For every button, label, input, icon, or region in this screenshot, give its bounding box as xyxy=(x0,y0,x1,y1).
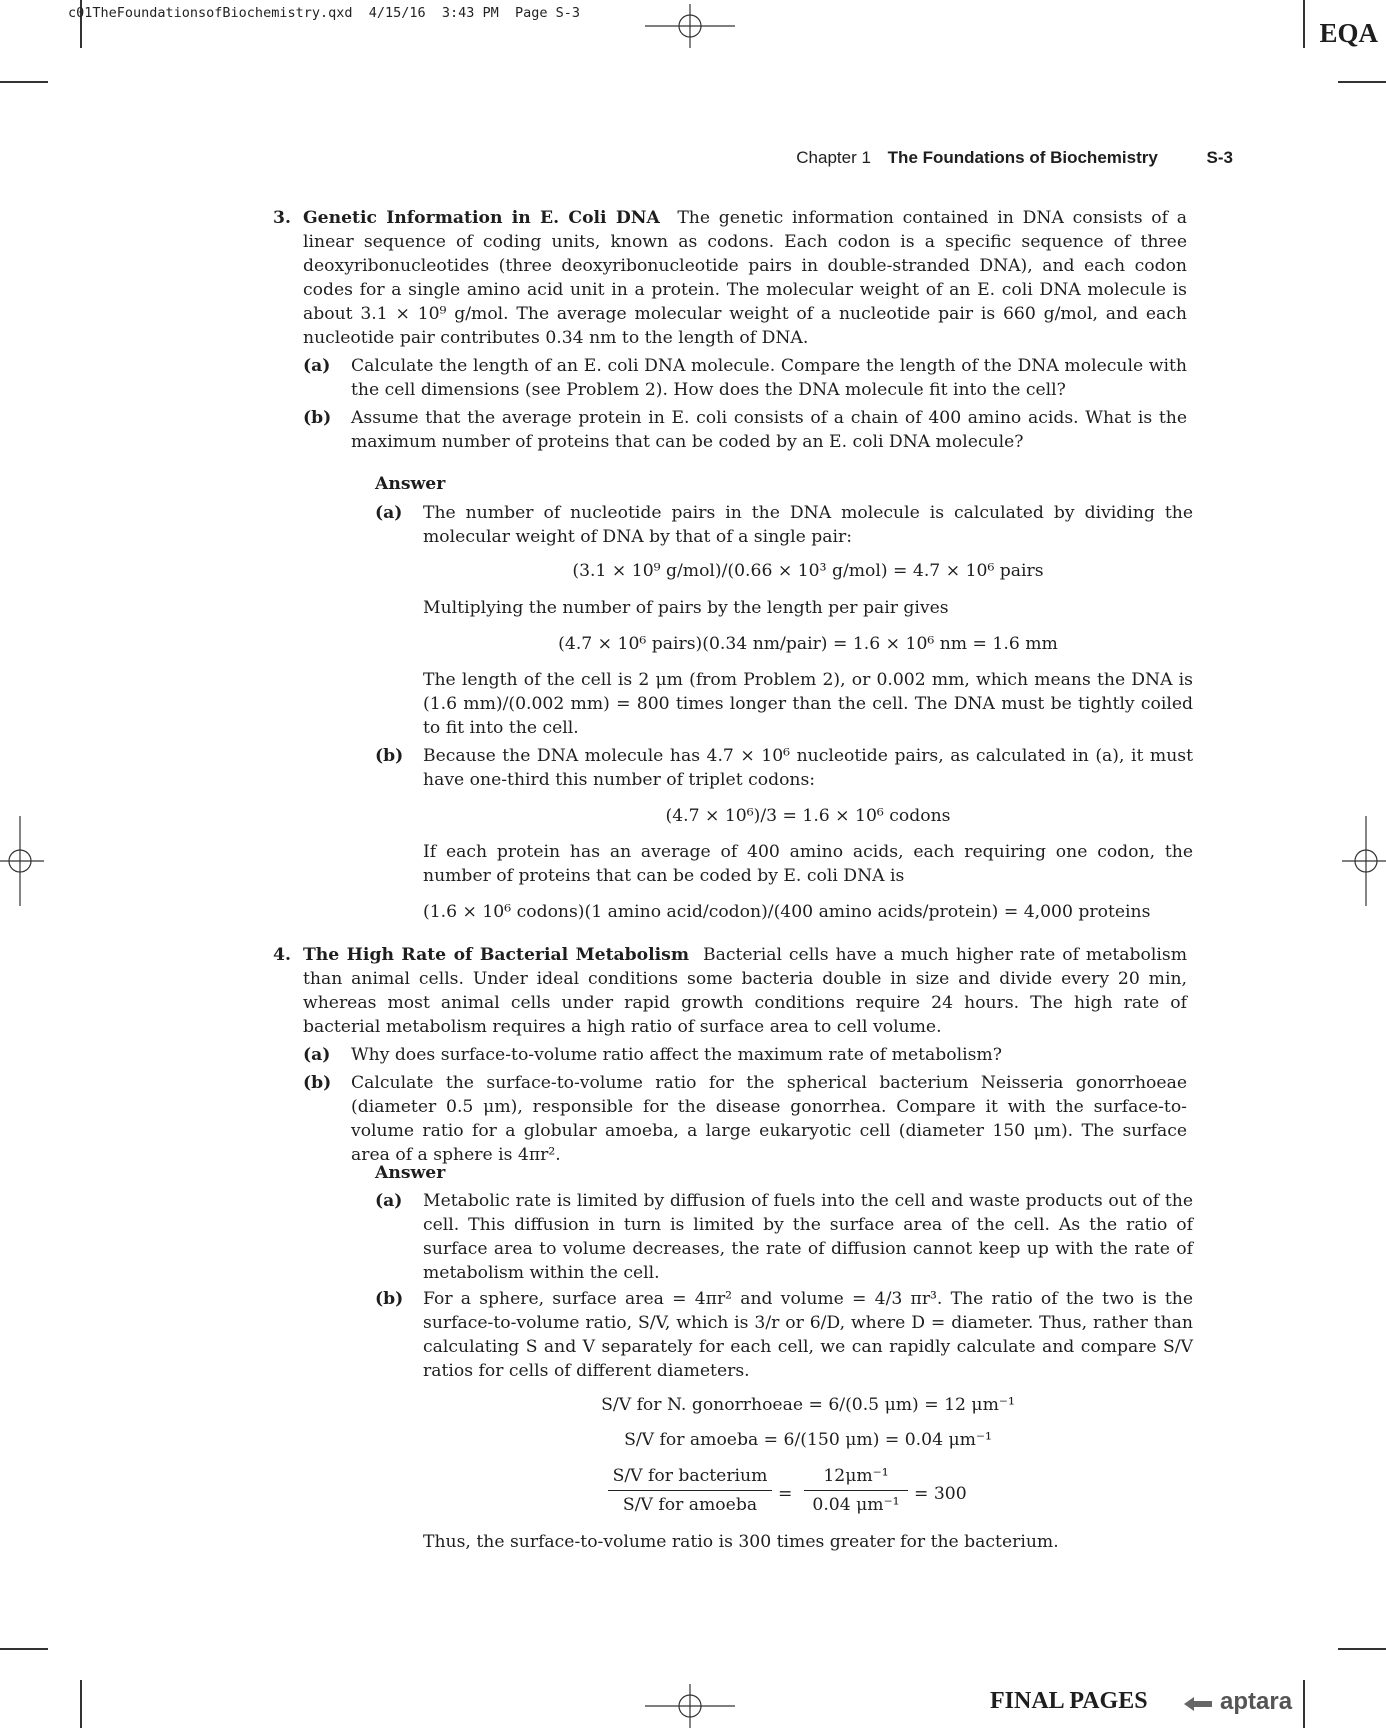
answer-text: Metabolic rate is limited by diffusion of fuels into the cell and waste products out of the cell. This diffusion in turn is limited by the surface area of the cell. As the ratio of surface area to volume decreases, the rate of diffusion cannot keep up with the rate of metabolism within the cell. xyxy=(423,1191,1193,1283)
fraction-sv-ratio xyxy=(608,1464,772,1517)
registration-mark-icon xyxy=(645,4,735,48)
answer-text: The length of the cell is 2 μm (from Problem 2), or 0.002 mm, which means the DNA is (1.6 mm)/(0.002 mm) = 800 times longer than the cell. The DNA must be tightly coiled to fit into the cell. xyxy=(423,670,1193,738)
problem-title: The High Rate of Bacterial Metabolism xyxy=(303,945,690,965)
trim-mark xyxy=(80,1680,82,1728)
equation-result: = 300 xyxy=(914,1484,967,1504)
answer-text: Multiplying the number of pairs by the length per pair gives xyxy=(423,598,949,618)
registration-mark-icon xyxy=(0,816,44,906)
trim-mark xyxy=(0,81,48,83)
answer-part-label: (a) xyxy=(375,1191,403,1211)
trim-mark xyxy=(1338,81,1386,83)
problem-number: 3. xyxy=(273,208,291,228)
problem-text: Bacterial cells have a much higher rate of metabolism than animal cells. Under ideal conditions some bacteria double in size and divide every 20 min, whereas most animal cells under rapid growth conditions require 24 hours. The high rate of bacterial metabolism requires a high ratio of surface area to cell volume. xyxy=(303,945,1187,1037)
equation: (3.1 × 10⁹ g/mol)/(0.66 × 10³ g/mol) = 4.7 × 10⁶ pairs xyxy=(572,561,1044,581)
registration-mark-icon xyxy=(645,1684,735,1728)
running-header xyxy=(796,148,1233,168)
chapter-label: Chapter 1 xyxy=(796,148,871,167)
part-text: Assume that the average protein in E. coli consists of a chain of 400 amino acids. What is the maximum number of proteins that can be coded by an E. coli DNA molecule? xyxy=(351,408,1187,452)
final-pages-label: FINAL PAGES xyxy=(990,1688,1148,1714)
equation: (1.6 × 10⁶ codons)(1 amino acid/codon)/(400 amino acids/protein) = 4,000 proteins xyxy=(423,902,1151,922)
fraction-numerator: 12μm⁻¹ xyxy=(823,1466,889,1486)
aptara-logo-icon xyxy=(1182,1693,1216,1715)
part-text: Calculate the length of an E. coli DNA molecule. Compare the length of the DNA molecule with the cell dimensions (see Problem 2). How does the DNA molecule fit into the cell? xyxy=(351,356,1187,400)
equation: (4.7 × 10⁶ pairs)(0.34 nm/pair) = 1.6 × 10⁶ nm = 1.6 mm xyxy=(558,634,1058,654)
answer-heading: Answer xyxy=(375,1163,446,1183)
conclusion-text: Thus, the surface-to-volume ratio is 300 times greater for the bacterium. xyxy=(423,1532,1059,1552)
equals-sign: = xyxy=(778,1484,793,1504)
trim-mark xyxy=(1303,0,1305,48)
eqa-label: EQA xyxy=(1319,18,1378,48)
fraction-bar xyxy=(608,1490,772,1491)
problem-intro xyxy=(303,943,1187,1039)
registration-mark-icon xyxy=(1342,816,1386,906)
answer-text: Because the DNA molecule has 4.7 × 10⁶ nucleotide pairs, as calculated in (a), it must have one-third this number of triplet codons: xyxy=(423,746,1193,790)
answer-text: The number of nucleotide pairs in the DNA molecule is calculated by dividing the molecular weight of DNA by that of a single pair: xyxy=(423,503,1193,547)
slug-line: c01TheFoundationsofBiochemistry.qxd 4/15/16 3:43 PM Page S-3 xyxy=(68,5,581,21)
problem-title: Genetic Information in E. Coli DNA xyxy=(303,208,660,228)
problem-intro xyxy=(303,206,1187,350)
problem-text: The genetic information contained in DNA consists of a linear sequence of coding units, known as codons. Each codon is a specific sequence of three deoxyribonucleotides (three deoxyribonucleotide pairs in double-stranded DNA), and each codon codes for a single amino acid unit in a protein. The molecular weight of an E. coli DNA molecule is about 3.1 × 10⁹ g/mol. The average molecular weight of a nucleotide pair is 660 g/mol, and each nucleotide pair contributes 0.34 nm to the length of DNA. xyxy=(303,208,1187,348)
fraction-denominator: 0.04 μm⁻¹ xyxy=(812,1495,900,1515)
part-label: (a) xyxy=(303,1045,331,1065)
part-text: Why does surface-to-volume ratio affect the maximum rate of metabolism? xyxy=(351,1045,1002,1065)
answer-part-label: (b) xyxy=(375,1289,404,1309)
fraction-numerator: S/V for bacterium xyxy=(612,1466,768,1486)
trim-mark xyxy=(0,1648,48,1650)
answer-part-label: (a) xyxy=(375,503,403,523)
equation: S/V for N. gonorrhoeae = 6/(0.5 μm) = 12 μm⁻¹ xyxy=(601,1395,1015,1415)
trim-mark xyxy=(1338,1648,1386,1650)
part-label: (b) xyxy=(303,1073,332,1093)
answer-text: If each protein has an average of 400 amino acids, each requiring one codon, the number of proteins that can be coded by E. coli DNA is xyxy=(423,842,1193,886)
answer-part-label: (b) xyxy=(375,746,404,766)
answer-heading: Answer xyxy=(375,474,446,494)
fraction-denominator: S/V for amoeba xyxy=(622,1495,758,1515)
trim-mark xyxy=(1303,1680,1305,1728)
equation: S/V for amoeba = 6/(150 μm) = 0.04 μm⁻¹ xyxy=(624,1430,992,1450)
answer-text: For a sphere, surface area = 4πr² and volume = 4/3 πr³. The ratio of the two is the surface-to-volume ratio, S/V, which is 3/r or 6/D, where D = diameter. Thus, rather than calculating S and V separately for each cell, we can rapidly calculate and compare S/V ratios for cells of different diameters. xyxy=(423,1289,1193,1381)
part-text: Calculate the surface-to-volume ratio for the spherical bacterium Neisseria gonorrhoeae (diameter 0.5 μm), responsible for the disease gonorrhea. Compare it with the surface-to-volume ratio for a globular amoeba, a large eukaryotic cell (diameter 150 μm). The surface area of a sphere is 4πr². xyxy=(351,1073,1187,1165)
problem-number: 4. xyxy=(273,945,291,965)
fraction-bar xyxy=(804,1490,908,1491)
equation: (4.7 × 10⁶)/3 = 1.6 × 10⁶ codons xyxy=(665,806,951,826)
aptara-brand: aptara xyxy=(1220,1688,1293,1715)
chapter-title: The Foundations of Biochemistry xyxy=(887,148,1158,167)
fraction-values xyxy=(804,1464,908,1517)
part-label: (a) xyxy=(303,356,331,376)
part-label: (b) xyxy=(303,408,332,428)
page-number: S-3 xyxy=(1206,148,1233,167)
